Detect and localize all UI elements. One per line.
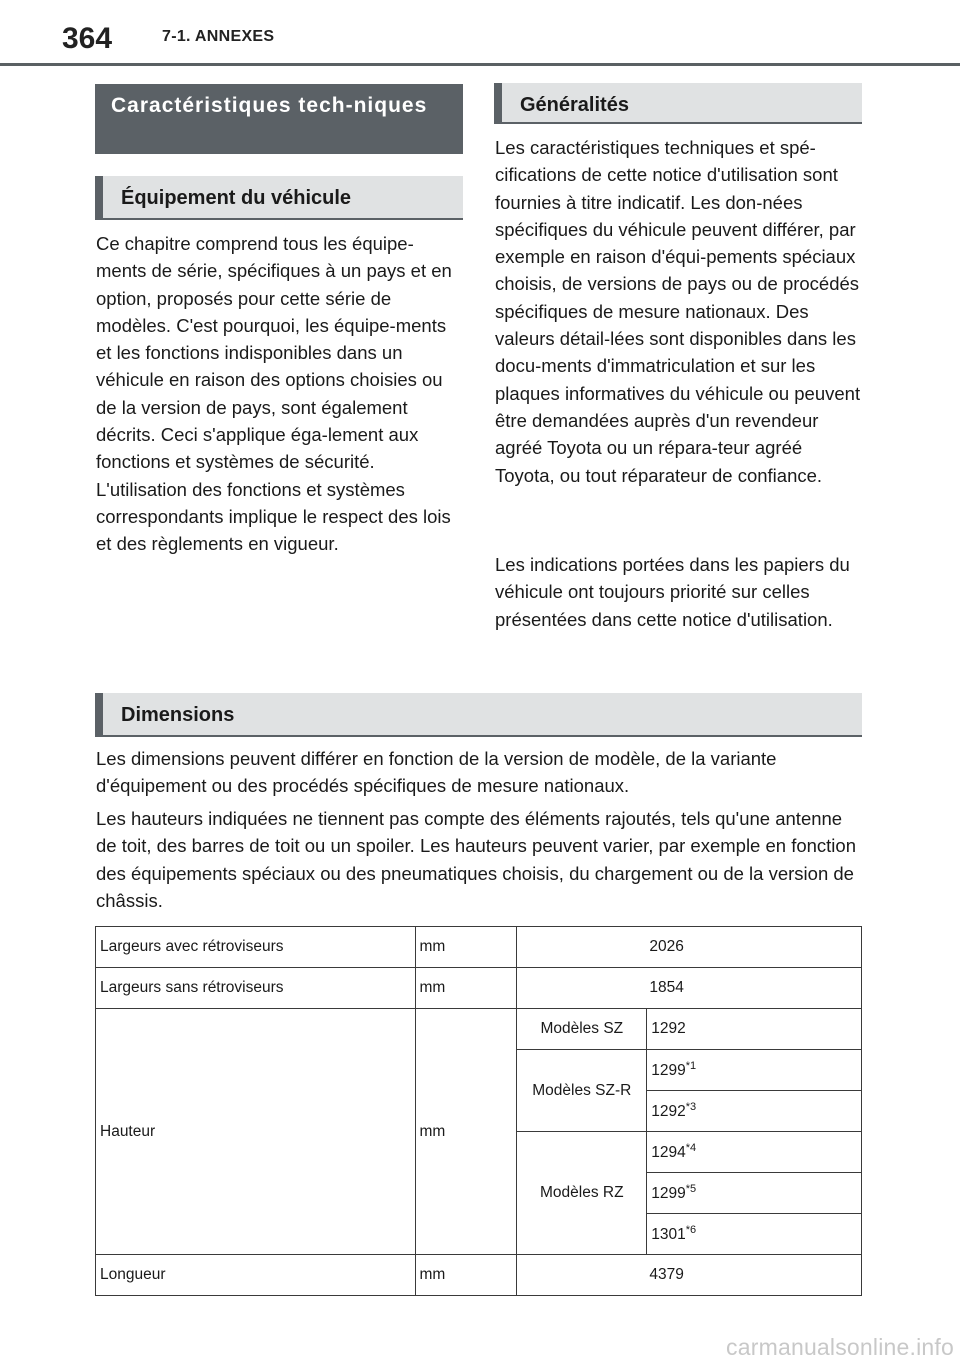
row-value: 1301$^{*6}$: [647, 1214, 862, 1255]
table-row: [96, 927, 862, 968]
page-header: [0, 0, 960, 66]
watermark: carmanualsonline.info: [726, 1334, 954, 1360]
row-unit: mm: [415, 927, 517, 968]
row-value: 1292$^{*3}$: [647, 1091, 862, 1132]
row-value: 1294$^{*4}$: [647, 1132, 862, 1173]
subsection-equipement-title: Équipement du véhicule: [121, 187, 352, 209]
dimensions-table: [95, 926, 862, 1296]
row-value: 1854: [517, 968, 862, 1009]
section-title: Caractéristiques tech-niques: [111, 94, 428, 117]
model-label: Modèles RZ: [517, 1132, 647, 1255]
model-label: Modèles SZ-R: [517, 1050, 647, 1132]
row-value: 1299$^{*1}$: [647, 1050, 862, 1091]
subsection-generalites: [494, 83, 862, 124]
header-divider: [0, 63, 960, 66]
footnote-marker: *6: [685, 1223, 697, 1236]
model-label: Modèles SZ: [517, 1009, 647, 1050]
subsection-equipement: [95, 176, 463, 220]
row-value: 4379: [517, 1255, 862, 1296]
table-row: [96, 1009, 862, 1050]
row-value: 1299$^{*5}$: [647, 1173, 862, 1214]
subsection-dimensions: [95, 693, 862, 737]
footnote-marker: *5: [685, 1182, 697, 1195]
row-label: Hauteur: [96, 1009, 416, 1255]
row-label: Largeurs sans rétroviseurs: [96, 968, 416, 1009]
footnote-marker: *3: [685, 1100, 697, 1113]
footnote-marker: *4: [685, 1141, 697, 1154]
generalites-paragraph-1: Les caractéristiques techniques et spé-cifications de cette notice d'utilisation sont fournies à titre indicatif. Les don-nées spécifiques du véhicule peuvent différer, par exemple en raison d'équi-pements spéciaux choisis, de versions de pays ou de procédés spécifiques de mesure nationaux. Des valeurs détail-lées sont disponibles dans les docu-ments d'immatriculation et sur les plaques informatives du véhicule ou peuvent être demandées auprès d'un revendeur agréé Toyota ou un répara-teur agréé Toyota, ou tout réparateur de confiance.: [495, 137, 861, 486]
table-row: [96, 1255, 862, 1296]
generalites-paragraph-2: Les indications portées dans les papiers du véhicule ont toujours priorité sur celles présentées dans cette notice d'utilisation.: [495, 554, 850, 630]
row-unit: mm: [415, 968, 517, 1009]
row-value: 1292: [647, 1009, 862, 1050]
chapter-title: 7-1. ANNEXES: [162, 28, 275, 45]
subsection-generalites-title: Généralités: [520, 94, 629, 116]
table-row: [96, 968, 862, 1009]
dimensions-paragraph-1: Les dimensions peuvent différer en fonction de la version de modèle, de la variante d'équipement ou des procédés spécifiques de mesure nationaux.: [96, 748, 777, 797]
row-value: 2026: [517, 927, 862, 968]
section-title-box: [95, 84, 463, 154]
row-unit: mm: [415, 1255, 517, 1296]
equipement-paragraph: Ce chapitre comprend tous les équipe-ments de série, spécifiques à un pays et en option, proposés pour cette série de modèles. C'est pourquoi, les équipe-ments et les fonctions indisponibles dans un véhicule en raison des options choisies ou de la version de pays, sont également décrits. Ceci s'applique éga-lement aux fonctions et systèmes de sécurité. L'utilisation des fonctions et systèmes correspondants implique le respect des lois et des règlements en vigueur.: [96, 233, 452, 555]
dimensions-paragraph-2: Les hauteurs indiquées ne tiennent pas compte des éléments rajoutés, tels qu'une antenne de toit, des barres de toit ou un spoiler. Les hauteurs peuvent varier, par exemple en fonction des équipements spéciaux ou des pneumatiques choisis, du chargement ou de la version de châssis.: [96, 808, 856, 911]
row-unit: mm: [415, 1009, 517, 1255]
row-label: Largeurs avec rétroviseurs: [96, 927, 416, 968]
subsection-dimensions-title: Dimensions: [121, 704, 235, 726]
page-number: 364: [62, 22, 113, 55]
row-label: Longueur: [96, 1255, 416, 1296]
footnote-marker: *1: [685, 1059, 697, 1072]
